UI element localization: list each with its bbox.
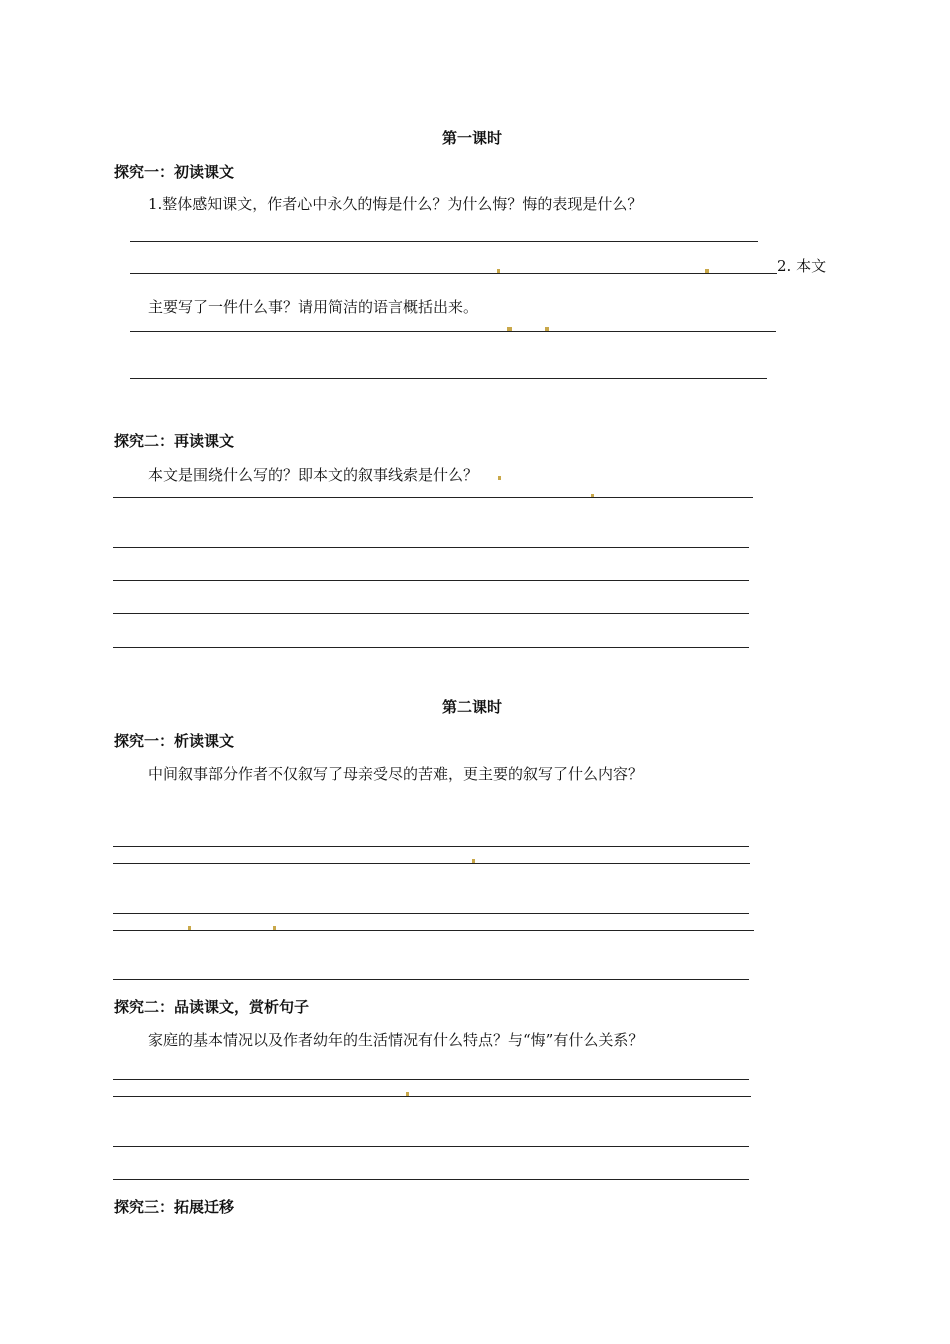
print-speck [273, 926, 276, 930]
answer-line [113, 1179, 749, 1180]
lesson2-section2-q: 家庭的基本情况以及作者幼年的生活情况有什么特点？与“悔”有什么关系？ [148, 1031, 644, 1049]
lesson1-section1-heading: 探究一：初读课文 [114, 163, 235, 181]
print-speck [472, 859, 475, 863]
answer-line [113, 497, 753, 498]
lesson2-title: 第二课时 [442, 698, 503, 716]
answer-line [113, 930, 754, 931]
print-speck [705, 269, 709, 273]
lesson2-section1-heading: 探究一：析读课文 [114, 732, 235, 750]
lesson1-q2: 主要写了一件什么事？请用简洁的语言概括出来。 [148, 298, 479, 316]
lesson1-section2-q: 本文是围绕什么写的？即本文的叙事线索是什么？ [148, 466, 479, 484]
print-speck [545, 327, 549, 331]
lesson1-title: 第一课时 [442, 129, 503, 147]
lesson2-section1-q: 中间叙事部分作者不仅叙写了母亲受尽的苦难，更主要的叙写了什么内容？ [148, 765, 644, 783]
answer-line [113, 580, 749, 581]
lesson1-q1: 1.整体感知课文，作者心中永久的悔是什么？为什么悔？悔的表现是什么？ [148, 195, 643, 213]
answer-line [113, 1096, 751, 1097]
answer-line [113, 979, 749, 980]
answer-line [130, 241, 758, 242]
lesson2-section2-heading: 探究二：品读课文，赏析句子 [114, 998, 310, 1016]
answer-line [113, 1079, 749, 1080]
print-speck [591, 494, 594, 497]
print-speck [497, 269, 500, 273]
answer-line [130, 331, 776, 332]
lesson1-q2-prefix: 2. 本文 [777, 257, 827, 275]
answer-line [113, 863, 750, 864]
lesson1-section2-heading: 探究二：再读课文 [114, 432, 235, 450]
print-speck [406, 1092, 409, 1096]
answer-line [113, 613, 749, 614]
print-speck [507, 327, 512, 331]
answer-line [130, 378, 767, 379]
print-speck [188, 926, 191, 930]
print-speck [498, 476, 501, 480]
answer-line [113, 846, 749, 847]
lesson2-section3-heading: 探究三：拓展迁移 [114, 1198, 235, 1216]
answer-line [113, 647, 749, 648]
answer-line [113, 1146, 749, 1147]
answer-line [113, 913, 749, 914]
answer-line [130, 273, 777, 274]
answer-line [113, 547, 749, 548]
